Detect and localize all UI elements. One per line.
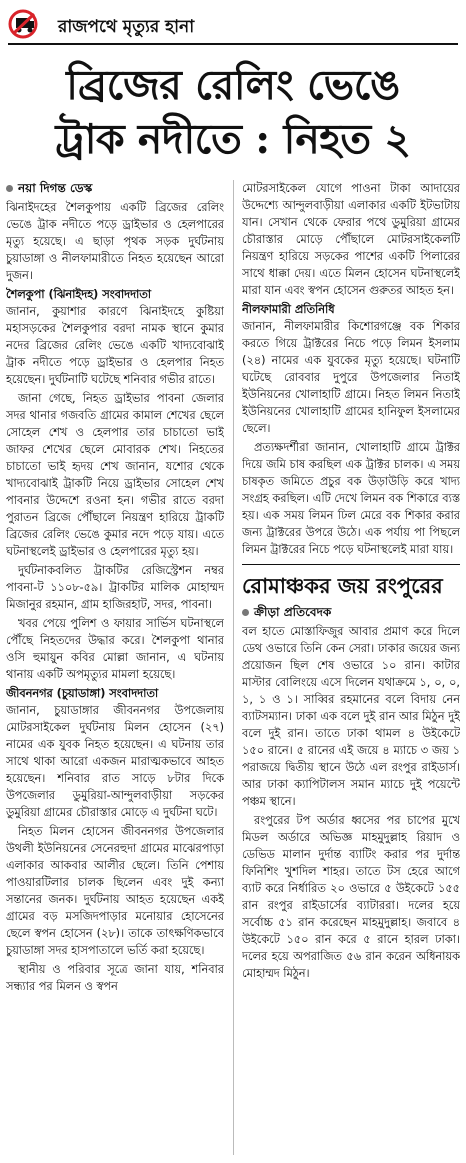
paragraph-1: জানান, কুয়াশার কারণে ঝিনাইদহে কুষ্টিয়া মহাসড়কের শৈলকুপার বরদা নামক স্থানে কুমার নদের ব্রিজের রেলিং ভেঙে একটি খাদ্যবোঝাই ট্রাক নদীতে পড়ে ড্রাইভার ও হেলপার নিহত হয়েছেন। দুর্ঘটনাটি ঘটেছে শনিবার গভীর রাতে।	[6, 305, 224, 386]
main-headline	[10, 58, 456, 166]
paragraph-6: নিহত মিলন হোসেন জীবননগর উপজেলার উথলী ইউনিয়নের সেনেরহুদা গ্রামের মাঝেরপাড়া এলাকার আকবার আলীর ছেলে। তিনি পেশায় পাওয়ারটিলার চালক ছিলেন এবং দুই কন্যা সন্তানের জনক। দুর্ঘটনায় আহত হয়েছেন একই গ্রামের বড় মসজিদপাড়ার মনোয়ার হোসেনের ছেলে স্বপন হোসেন (২৮)। তাকে তাৎক্ষণিকভাবে চুয়াডাঙ্গা সদর হাসপাতালে ভর্তি করা হয়েছে।	[6, 825, 224, 957]
sports-paragraph-1: বল হাতে মোস্তাফিজুর আবার প্রমাণ করে দিলে ডেথ ওভারে তিনি কেন সেরা। ঢাকার জয়ের জন্য প্রয়োজন ছিল শেষ ওভারে ১০ রান। কাটার মাস্টার বোলিংয়ে এসে দিলেন যথাক্রমে ১, ০, ০, ১, ১ ও ১। সাব্বির রহমানের বলে বিদায় নেন ব্যাটসম্যান। ঢাকা এক বলে দুই রান আর মিঠুন দুই বলে দুই রান। তাতে ঢাকা থামল ৪ উইকেটে ১৫০ রানে। ৫ রানের এই জয়ে ৪ ম্যাচে ৩ জয় ১ পরাজয়ে দ্বিতীয় স্থানে উঠে এল রংপুর রাইডার্স। আর ঢাকা ক্যাপিটালস সমান ম্যাচে দুই পয়েন্টে পঞ্চম স্থানে।	[242, 625, 460, 808]
article-separator	[242, 564, 460, 565]
paragraph-8: জানান, নীলফামারীর কিশোরগঞ্জে বক শিকার করতে গিয়ে ট্রাক্টরের নিচে পড়ে লিমন ইসলাম (২৪) নামের এক যুবকের মৃত্যু হয়েছে। ঘটনাটি ঘটেছে রোববার দুপুরে উপজেলার নিতাই ইউনিয়নের খোলাহাটি গ্রামে। নিহত লিমন নিতাই ইউনিয়নের খোলাহাটি গ্রামের হানিফুল ইসলামের ছেলে।	[242, 320, 460, 435]
paragraph-5: জানান, চুয়াডাঙ্গার জীবননগর উপজেলায় মোটরসাইকেল দুর্ঘটনায় মিলন হোসেন (২৭) নামের এক যুবক নিহত হয়েছেন। এ ঘটনায় তার সাথে থাকা আরো একজন মারাত্মকভাবে আহত হয়েছেন। শনিবার রাত সাড়ে ৮টার দিকে উপজেলার ডুমুরিয়া-আন্দুলবাড়ীয়া সড়কের ডুমুরিয়া গ্রামের চৌরাস্তার মোড়ে এ দুর্ঘটনা ঘটে।	[6, 704, 224, 819]
column-left	[6, 180, 224, 1155]
article-byline: নয়া দিগন্ত ডেস্ক	[6, 180, 224, 197]
section-header	[8, 7, 458, 45]
dateline-jibannagar: জীবননগর (চুয়াডাঙ্গা) সংবাদদাতা	[6, 687, 159, 700]
sports-paragraph-2: রংপুরের টপ অর্ডার ধ্বসের পর চাপের মুখে মিডল অর্ডারে অভিজ্ঞ মাহমুদুল্লাহ রিয়াদ ও ডেভিড মালান দুর্দান্ত ব্যাটিং করার পর দুর্দান্ত ফিনিশিং খুশদিল শাহর। তাতে টস হেরে আগে ব্যাট করে নির্ধারিত ২০ ওভারে ৫ উইকেটে ১৫৫ রান রংপুর রাইডার্সের ব্যাটাররা। দলের হয়ে সর্বোচ্চ ৫১ রান করেছেন মাহমুদুল্লাহ। জবাবে ৪ উইকেটে ১৫০ রান করে ৫ রানে হারল ঢাকা। দলের হয়ে অপরাজিত ৫৬ রান করেন অধিনায়ক মোহাম্মদ মিঠুন।	[242, 814, 460, 980]
sports-headline: রোমাঞ্চকর জয় রংপুরের	[242, 573, 443, 598]
sports-byline: ক্রীড়া প্রতিবেদক	[242, 604, 460, 621]
dateline-nilphamari: নীলফামারী প্রতিনিধি	[242, 303, 335, 316]
column-right	[242, 180, 460, 1155]
paragraph-3: দুর্ঘটনাকবলিত ট্রাকটির রেজিস্ট্রেশন নম্বর পাবনা-ট ১১০৮-৫৯। ট্রাকটির মালিক মোহাম্মদ মিজানুর রহমান, গ্রাম হাজিরহাট, সদর, পাবনা।	[6, 564, 224, 611]
article-intro: ঝিনাইদহের শৈলকুপায় একটি ব্রিজের রেলিং ভেঙে ট্রাক নদীতে পড়ে ড্রাইভার ও হেলপারের মৃত্যু হয়েছে। এ ছাড়া পৃথক সড়ক দুর্ঘটনায় চুয়াডাঙ্গা ও নীলফামারীতে নিহত হয়েছেন আরো দুজন।	[6, 201, 224, 282]
dateline-shailkupa: শৈলকুপা (ঝিনাইদহ) সংবাদদাতা	[6, 288, 152, 301]
paragraph-7: স্থানীয় ও পরিবার সূত্রে জানা যায়, শনিবার সন্ধ্যার পর মিলন ও স্বপন	[6, 963, 224, 993]
paragraph-4: খবর পেয়ে পুলিশ ও ফায়ার সার্ভিস ঘটনাস্থলে পৌঁছে নিহতদের উদ্ধার করে। শৈলকুপা থানার ওসি হুমায়ুন কবির মোল্লা জানান, এ ঘটনায় থানায় একটি অপমৃত্যুর মামলা হয়েছে।	[6, 617, 224, 681]
headline-line-1: ব্রিজের রেলিং ভেঙে	[66, 61, 400, 109]
paragraph-9: প্রত্যক্ষদর্শীরা জানান, খোলাহাটি গ্রামে ট্রাক্টর দিয়ে জমি চাষ করছিল এক ট্রাক্টর চালক। এ সময় চাষকৃত জমিতে প্রচুর বক উড়াউড়ি করে খাদ্য সংগ্রহ করছিল। এটি দেখে লিমন বক শিকারে ব্যস্ত হয়। এক সময় লিমন ঢিল মেরে বক শিকার করার জন্য ট্রাক্টরের উপরে উঠে। এক পর্যায় পা পিছলে লিমন ট্রাক্টরের নিচে পড়ে ঘটনাস্থলেই মারা যায়।	[242, 441, 460, 556]
column-divider	[233, 180, 234, 1155]
bullet-icon	[6, 185, 13, 192]
paragraph-continued: মোটরসাইকেল যোগে পাওনা টাকা আদায়ের উদ্দেশ্যে আন্দুলবাড়ীয়া এলাকার একটি ইটভাটায় যান। সেখান থেকে ফেরার পথে ডুমুরিয়া গ্রামের চৌরাস্তার মোড়ে পৌঁছালে মোটরসাইকেলটি নিয়ন্ত্রণ হারিয়ে সড়কের পাশের একটি পিলারের সাথে ধাক্কা দেয়। এতে মিলন হোসেন ঘটনাস্থলেই মারা যান এবং স্বপন হোসেন গুরুতর আহত হন।	[242, 182, 460, 297]
bullet-icon	[242, 609, 249, 616]
accident-logo-icon	[8, 9, 48, 39]
headline-line-2: ট্রাক নদীতে : নিহত ২	[55, 115, 411, 163]
paragraph-2: জানা গেছে, নিহত ড্রাইভার পাবনা জেলার সদর থানার গজবতি গ্রামের কামাল শেখের ছেলে সোহেল শেখ ও হেলপার তার চাচাতো ভাই জাফর শেখের ছেলে মোবারক শেখ। নিহতের চাচাতো ভাই হৃদয় শেখ জানান, যশোর থেকে খাদ্যবোঝাই ট্রাকটি নিয়ে ড্রাইভার সোহেল শেখ পাবনার উদ্দেশে রওনা হন। গভীর রাতে বরদা পুরাতন ব্রিজে পৌঁছালে নিয়ন্ত্রণ হারিয়ে ট্রাকটি ব্রিজের রেলিং ভেঙে কুমার নদে পড়ে যায়। এতে ঘটনাস্থলেই ড্রাইভার ও হেলপারের মৃত্যু হয়।	[6, 392, 224, 558]
section-kicker: রাজপথে মৃত্যুর হানা	[58, 17, 195, 37]
